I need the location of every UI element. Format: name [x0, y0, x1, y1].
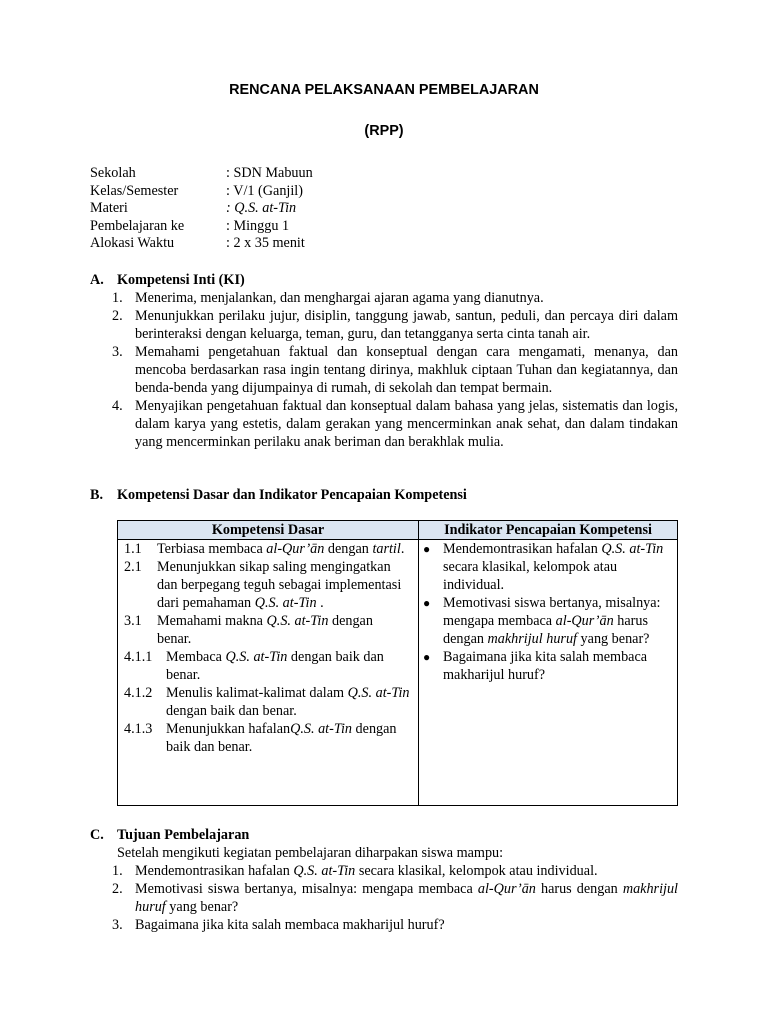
info-label: Sekolah — [90, 165, 136, 181]
info-value: : Q.S. at-Tin — [226, 200, 297, 217]
list-item — [112, 880, 678, 916]
indikator-column-header: Indikator Pencapaian Kompetensi — [419, 521, 678, 540]
kd-number: 4.1.3 — [124, 721, 153, 737]
kd-item — [118, 720, 418, 756]
bullet-icon: ● — [423, 596, 431, 610]
list-item — [112, 397, 678, 451]
info-row-kelas — [90, 182, 313, 200]
section-letter: C. — [90, 827, 104, 843]
indikator-cell — [419, 540, 678, 806]
list-text: Menunjukkan perilaku jujur, disiplin, tanggung jawab, santun, peduli, dan percaya diri dalam berinteraksi dengan keluarga, teman, guru, dan tetangganya serta cinta tanah air. — [135, 308, 678, 342]
kd-number: 2.1 — [124, 559, 142, 575]
indikator-text: Bagaimana jika kita salah membaca makharijul huruf? — [443, 649, 648, 683]
kd-item — [118, 558, 418, 612]
indikator-text: Mendemontrasikan hafalan Q.S. at-Tin secara klasikal, kelompok atau individual. — [443, 541, 664, 593]
section-title: Kompetensi Inti (KI) — [117, 272, 245, 288]
section-a-heading — [90, 271, 245, 289]
document-subtitle: (RPP) — [364, 123, 404, 139]
info-row-materi — [90, 199, 313, 217]
info-row-alokasi — [90, 234, 313, 252]
list-number: 2. — [112, 308, 123, 324]
indikator-item — [419, 540, 677, 594]
section-c-intro: Setelah mengikuti kegiatan pembelajaran diharpakan siswa mampu: — [117, 845, 504, 861]
info-value: : Minggu 1 — [226, 217, 290, 234]
kd-cell — [118, 540, 419, 806]
bullet-icon: ● — [423, 650, 431, 664]
kd-item — [118, 612, 418, 648]
kd-item — [118, 684, 418, 720]
ki-list — [112, 289, 678, 451]
list-text: Bagaimana jika kita salah membaca makharijul huruf? — [135, 917, 445, 933]
info-value: : 2 x 35 menit — [226, 235, 305, 252]
indikator-text: Memotivasi siswa bertanya, misalnya: mengapa membaca al-Qur’ān harus dengan makhrijul huruf yang benar? — [443, 595, 661, 647]
list-number: 2. — [112, 881, 123, 897]
kd-text: Membaca Q.S. at-Tin dengan baik dan benar. — [166, 649, 384, 683]
indikator-item — [419, 648, 677, 684]
list-number: 3. — [112, 344, 123, 360]
list-item — [112, 862, 678, 880]
kd-number: 1.1 — [124, 541, 142, 557]
indikator-item — [419, 594, 677, 648]
info-value: : SDN Mabuun — [226, 165, 313, 181]
document-title: RENCANA PELAKSANAAN PEMBELAJARAN — [229, 82, 539, 98]
info-row-sekolah — [90, 164, 313, 182]
section-letter: A. — [90, 272, 104, 288]
kd-number: 4.1.1 — [124, 649, 153, 665]
info-row-pembelajaran — [90, 217, 313, 235]
list-item — [112, 289, 678, 307]
list-number: 1. — [112, 290, 123, 306]
section-c-heading — [90, 826, 249, 844]
kd-number: 3.1 — [124, 613, 142, 629]
list-item — [112, 343, 678, 397]
info-label: Kelas/Semester — [90, 182, 179, 199]
info-label: Pembelajaran ke — [90, 217, 185, 234]
list-text: Memahami pengetahuan faktual dan konseptual dengan cara mengamati, menanya, dan mencoba berdasarkan rasa ingin tentang dirinya, makhluk ciptaan Tuhan dan kegiatannya, dan benda-benda yang dijumpainya di rumah, di sekolah dan tempat bermain. — [135, 344, 678, 396]
bullet-icon: ● — [423, 542, 431, 556]
competency-table — [117, 520, 678, 806]
list-text: Menerima, menjalankan, dan menghargai ajaran agama yang dianutnya. — [135, 290, 544, 306]
info-label: Materi — [90, 200, 128, 217]
list-number: 3. — [112, 917, 123, 933]
list-text: Menyajikan pengetahuan faktual dan konseptual dalam bahasa yang jelas, sistematis dan logis, dalam karya yang estetis, dalam gerakan yang mencerminkan anak sehat, dan dalam tindakan yang mencerminkan perilaku anak beriman dan berakhlak mulia. — [135, 398, 678, 450]
info-label: Alokasi Waktu — [90, 235, 175, 252]
kd-text: Menunjukkan hafalanQ.S. at-Tin dengan baik dan benar. — [166, 721, 397, 755]
kd-text: Terbiasa membaca al-Qur’ān dengan tartil. — [157, 541, 405, 557]
section-letter: B. — [90, 487, 104, 503]
list-text: Memotivasi siswa bertanya, misalnya: mengapa membaca al-Qur’ān harus dengan makhrijul huruf yang benar? — [135, 881, 678, 915]
list-item — [112, 916, 678, 934]
kd-item — [118, 540, 418, 558]
kd-column-header: Kompetensi Dasar — [118, 521, 419, 540]
section-title: Tujuan Pembelajaran — [117, 827, 250, 843]
list-number: 4. — [112, 398, 123, 414]
list-number: 1. — [112, 863, 123, 879]
kd-text: Menulis kalimat-kalimat dalam Q.S. at-Tin dengan baik dan benar. — [166, 685, 410, 719]
list-item — [112, 307, 678, 343]
info-value: : V/1 (Ganjil) — [226, 182, 303, 199]
kd-item — [118, 648, 418, 684]
kd-number: 4.1.2 — [124, 685, 153, 701]
section-b-heading — [90, 486, 467, 504]
identity-block — [90, 164, 313, 252]
tujuan-list — [112, 862, 678, 934]
section-title: Kompetensi Dasar dan Indikator Pencapaian Kompetensi — [117, 487, 467, 503]
list-text: Mendemontrasikan hafalan Q.S. at-Tin secara klasikal, kelompok atau individual. — [135, 863, 598, 879]
kd-text: Menunjukkan sikap saling mengingatkan dan berpegang teguh sebagai implementasi dari pemahaman Q.S. at-Tin . — [157, 559, 402, 611]
kd-text: Memahami makna Q.S. at-Tin dengan benar. — [157, 613, 373, 647]
